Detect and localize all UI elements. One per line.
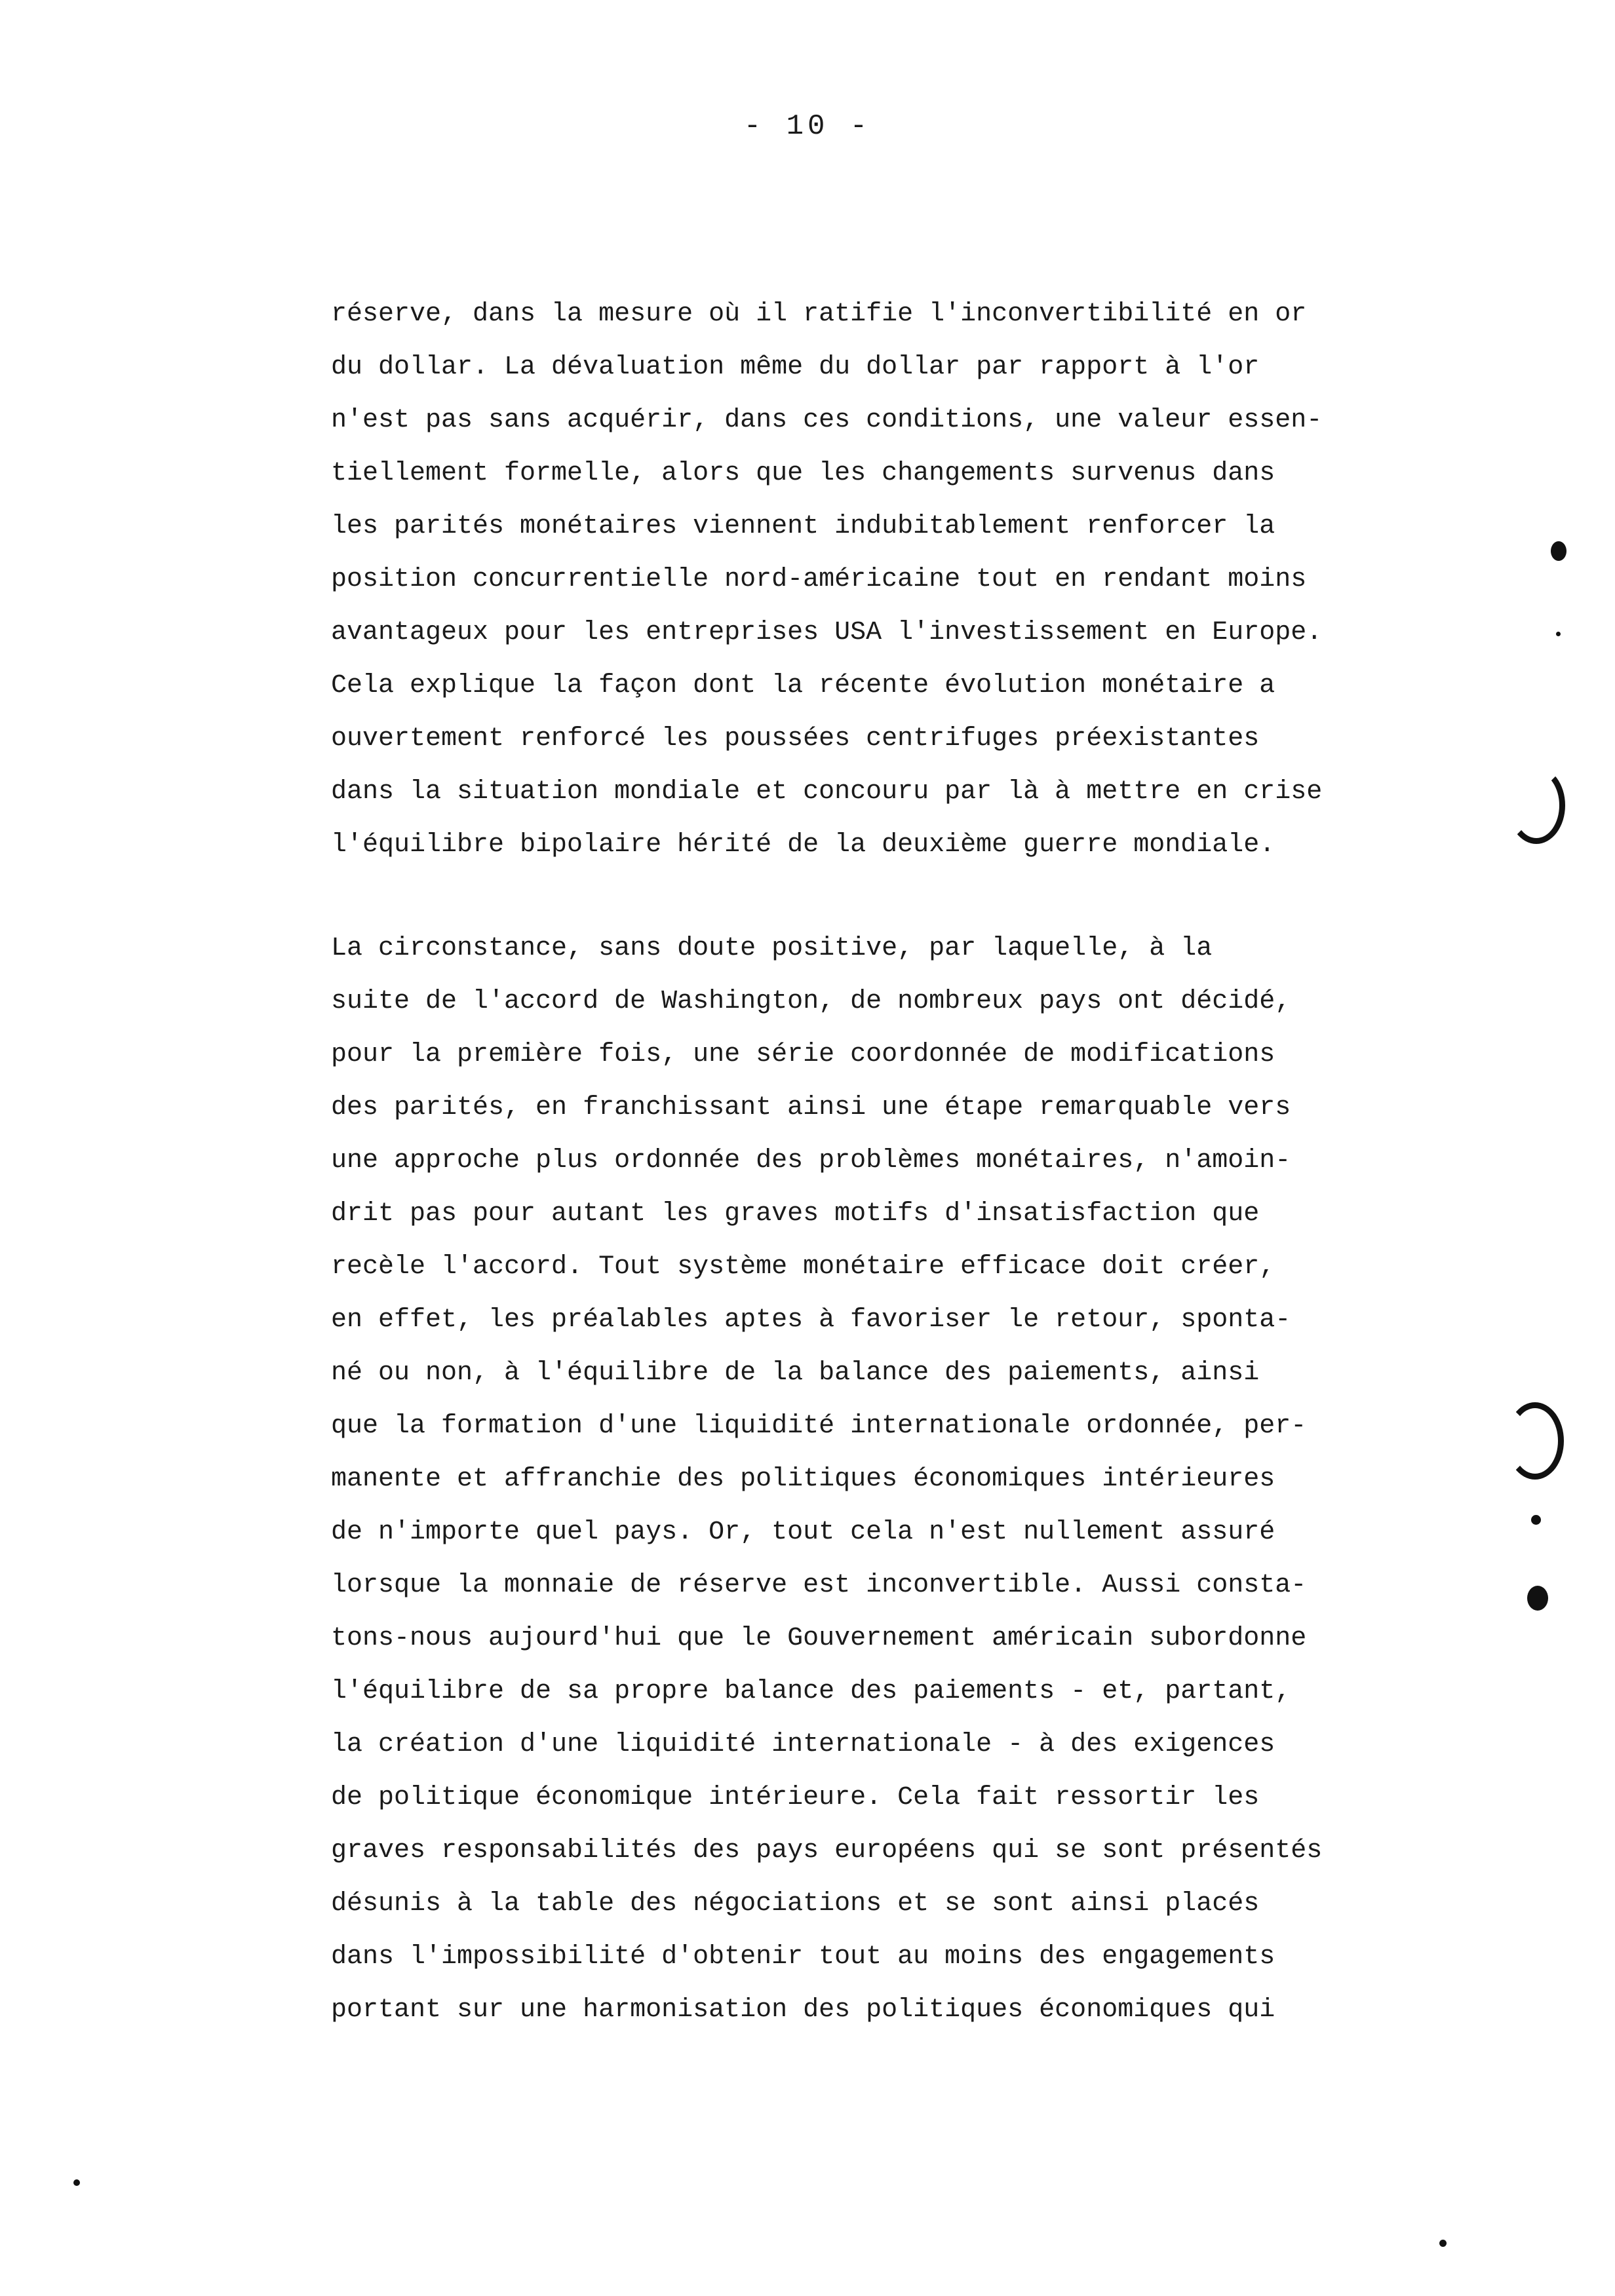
text-line: réserve, dans la mesure où il ratifie l'inconvertibilité en or	[331, 299, 1307, 329]
text-line: dans l'impossibilité d'obtenir tout au moins des engagements	[331, 1942, 1275, 1972]
text-line: des parités, en franchissant ainsi une étape remarquable vers	[331, 1093, 1291, 1122]
scan-speck	[1531, 1515, 1541, 1525]
text-line: les parités monétaires viennent indubitablement renforcer la	[331, 512, 1275, 541]
scan-speck	[1556, 632, 1561, 636]
text-line: dans la situation mondiale et concouru par là à mettre en crise	[331, 777, 1323, 807]
text-line: tiellement formelle, alors que les changements survenus dans	[331, 459, 1275, 488]
scan-speck	[1527, 1586, 1548, 1611]
text-line: ouvertement renforcé les poussées centrifuges préexistantes	[331, 724, 1260, 754]
text-line: avantageux pour les entreprises USA l'investissement en Europe.	[331, 618, 1323, 647]
text-line: position concurrentielle nord-américaine tout en rendant moins	[331, 565, 1307, 594]
text-line: lorsque la monnaie de réserve est inconvertible. Aussi consta-	[331, 1571, 1307, 1600]
text-line: une approche plus ordonnée des problèmes monétaires, n'amoin-	[331, 1146, 1291, 1176]
scan-speck	[73, 2179, 80, 2186]
text-line: Cela explique la façon dont la récente évolution monétaire a	[331, 671, 1275, 700]
text-line: désunis à la table des négociations et se sont ainsi placés	[331, 1889, 1260, 1919]
text-line: portant sur une harmonisation des politiques économiques qui	[331, 1995, 1275, 2025]
text-line: né ou non, à l'équilibre de la balance des paiements, ainsi	[331, 1358, 1260, 1388]
binder-hole-mark	[1506, 1402, 1564, 1480]
text-line: La circonstance, sans doute positive, par laquelle, à la	[331, 934, 1213, 963]
text-line: la création d'une liquidité internationale - à des exigences	[331, 1730, 1275, 1759]
text-line: drit pas pour autant les graves motifs d'insatisfaction que	[331, 1199, 1260, 1229]
scan-speck	[1551, 541, 1566, 561]
page-number: - 10 -	[743, 110, 872, 143]
text-line: graves responsabilités des pays européens qui se sont présentés	[331, 1836, 1323, 1866]
text-line: de n'importe quel pays. Or, tout cela n'est nullement assuré	[331, 1518, 1275, 1547]
text-line: de politique économique intérieure. Cela fait ressortir les	[331, 1783, 1260, 1812]
text-line: pour la première fois, une série coordonnée de modifications	[331, 1040, 1275, 1069]
text-line: manente et affranchie des politiques économiques intérieures	[331, 1464, 1275, 1494]
text-line: suite de l'accord de Washington, de nombreux pays ont décidé,	[331, 987, 1291, 1016]
text-line: du dollar. La dévaluation même du dollar par rapport à l'or	[331, 353, 1260, 382]
binder-hole-mark	[1508, 767, 1565, 844]
text-line: recèle l'accord. Tout système monétaire efficace doit créer,	[331, 1252, 1275, 1282]
text-line: l'équilibre bipolaire hérité de la deuxième guerre mondiale.	[331, 830, 1275, 860]
text-line: tons-nous aujourd'hui que le Gouvernement américain subordonne	[331, 1624, 1307, 1653]
text-line: en effet, les préalables aptes à favoriser le retour, sponta-	[331, 1305, 1291, 1335]
text-line: que la formation d'une liquidité internationale ordonnée, per-	[331, 1411, 1307, 1441]
scan-speck	[1439, 2240, 1447, 2247]
text-line: l'équilibre de sa propre balance des paiements - et, partant,	[331, 1677, 1291, 1706]
text-line: n'est pas sans acquérir, dans ces conditions, une valeur essen-	[331, 406, 1323, 435]
